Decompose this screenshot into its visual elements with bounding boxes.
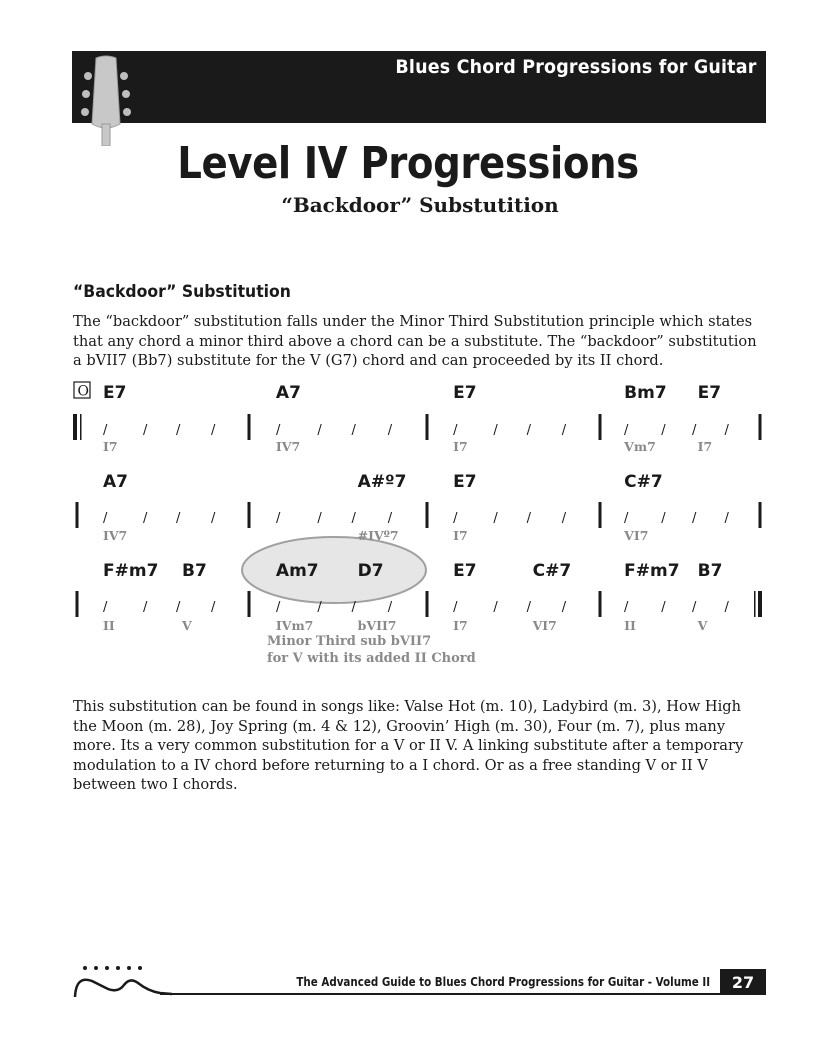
beat-slash: /	[317, 423, 322, 438]
bar-line	[73, 414, 77, 440]
chord-symbol: E7	[453, 561, 477, 581]
chord-symbol: E7	[103, 383, 127, 403]
bar-line	[754, 591, 756, 617]
beat-slash: /	[624, 511, 629, 526]
outro-paragraph: This substitution can be found in songs like: Valse Hot (m. 10), Ladybird (m. 3), How High the Moon (m. 28), Joy Spring (m. 4 & 12), Groovin’ High (m. 30), Four (m. 7), plus many more. Its a very common substitution for a V or II V. A linking substitute after a temporary modulation to a IV chord before returning to a I chord. Or as a free standing V or II V between two I chords.	[73, 698, 744, 793]
chord-symbol: Am7	[275, 561, 319, 581]
beat-slash: /	[724, 511, 729, 526]
beat-slash: /	[493, 423, 498, 438]
footer-rule	[160, 993, 720, 995]
roman-numeral: I7	[453, 528, 468, 543]
beat-slash: /	[561, 600, 567, 615]
beat-slash: /	[351, 511, 356, 526]
beat-slash: /	[526, 423, 531, 438]
bar-line	[76, 591, 79, 617]
beat-slash: /	[453, 423, 458, 438]
bar-line	[759, 502, 762, 528]
header-title: Blues Chord Progressions for Guitar	[394, 56, 756, 78]
beat-slash: /	[351, 600, 356, 615]
beat-slash: /	[661, 511, 666, 526]
beat-slash: /	[453, 511, 458, 526]
beat-slash: /	[387, 511, 393, 526]
footer-guitar-logo	[72, 963, 172, 1001]
beat-slash: /	[103, 600, 108, 615]
beat-slash: /	[351, 423, 356, 438]
chord-symbol: F#m7	[624, 561, 680, 581]
beat-slash: /	[143, 423, 148, 438]
beat-slash: /	[526, 511, 531, 526]
bar-line	[426, 502, 429, 528]
roman-numeral: I7	[103, 439, 118, 454]
beat-slash: /	[561, 511, 567, 526]
roman-numeral: II	[103, 618, 115, 633]
beat-slash: /	[624, 600, 629, 615]
beat-slash: /	[275, 600, 281, 615]
beat-slash: /	[275, 511, 281, 526]
bar-line	[80, 414, 82, 440]
beat-slash: /	[103, 511, 108, 526]
beat-slash: /	[724, 600, 729, 615]
beat-slash: /	[275, 423, 281, 438]
chord-symbol: E7	[697, 383, 722, 403]
beat-slash: /	[176, 600, 181, 615]
beat-slash: /	[691, 511, 697, 526]
beat-slash: /	[561, 423, 567, 438]
beat-slash: /	[493, 600, 498, 615]
chord-symbol: E7	[453, 472, 477, 492]
beat-slash: /	[211, 423, 216, 438]
annotation-line: Minor Third sub bVII7	[267, 634, 432, 649]
roman-numeral: II	[624, 618, 636, 633]
section-heading: “Backdoor” Substitution	[73, 282, 291, 302]
beat-slash: /	[103, 423, 108, 438]
roman-numeral: I7	[453, 618, 468, 633]
bar-line	[76, 502, 79, 528]
chord-symbol: Bm7	[624, 383, 667, 403]
bar-line	[426, 591, 429, 617]
beat-slash: /	[691, 423, 697, 438]
intro-paragraph: The “backdoor” substitution falls under the Minor Third Substitution principle which states that any chord a minor third above a chord can be a substitute. The “backdoor” substitution a bVII7 (Bb7) substitute for the V (G7) chord and can proceeded by its II chord.	[73, 313, 757, 369]
roman-numeral: Vm7	[624, 439, 656, 454]
bar-line	[248, 591, 251, 617]
chord-symbol: C#7	[624, 472, 663, 492]
beat-slash: /	[317, 600, 322, 615]
chord-symbol: F#m7	[103, 561, 159, 581]
beat-slash: /	[176, 511, 181, 526]
beat-slash: /	[317, 511, 322, 526]
chord-symbol: B7	[697, 561, 723, 581]
chord-symbol: D7	[357, 561, 384, 581]
chord-symbol: A#º7	[357, 472, 407, 492]
beat-slash: /	[624, 423, 629, 438]
chord-symbol: A7	[103, 472, 128, 492]
beat-slash: /	[211, 511, 216, 526]
chord-symbol: B7	[182, 561, 207, 581]
bar-line	[758, 591, 762, 617]
roman-numeral: VI7	[624, 528, 649, 543]
bar-line	[426, 414, 429, 440]
beat-slash: /	[661, 600, 666, 615]
beat-slash: /	[211, 600, 216, 615]
roman-numeral: I7	[453, 439, 468, 454]
beat-slash: /	[724, 423, 729, 438]
roman-numeral: #IVº7	[357, 528, 399, 543]
footer-book-title: The Advanced Guide to Blues Chord Progressions for Guitar - Volume II	[296, 975, 710, 989]
bar-line	[248, 414, 251, 440]
bar-line	[599, 414, 602, 440]
bar-line	[248, 502, 251, 528]
bar-line	[599, 502, 602, 528]
roman-numeral: I7	[697, 439, 713, 454]
beat-slash: /	[143, 600, 148, 615]
chord-symbol: E7	[453, 383, 477, 403]
beat-slash: /	[143, 511, 148, 526]
roman-numeral: V	[697, 618, 708, 633]
bar-line	[759, 414, 762, 440]
beat-slash: /	[387, 600, 393, 615]
section-box-letter: O	[77, 383, 89, 400]
chord-symbol: C#7	[532, 561, 572, 581]
bar-line	[599, 591, 602, 617]
beat-slash: /	[526, 600, 531, 615]
roman-numeral: IVm7	[275, 618, 314, 633]
beat-slash: /	[493, 511, 498, 526]
chord-symbol: A7	[275, 383, 301, 403]
page-title: Level IV Progressions	[177, 138, 639, 189]
beat-slash: /	[453, 600, 458, 615]
roman-numeral: V	[182, 618, 192, 633]
beat-slash: /	[691, 600, 697, 615]
highlight-ellipse	[242, 537, 426, 603]
beat-slash: /	[387, 423, 393, 438]
roman-numeral: VI7	[532, 618, 557, 633]
roman-numeral: bVII7	[357, 618, 397, 633]
page-number: 27	[720, 969, 766, 995]
annotation-line: for V with its added II Chord	[267, 651, 476, 666]
page-subtitle: “Backdoor” Substutition	[281, 193, 559, 217]
beat-slash: /	[176, 423, 181, 438]
beat-slash: /	[661, 423, 666, 438]
roman-numeral: IV7	[275, 439, 301, 454]
roman-numeral: IV7	[103, 528, 128, 543]
